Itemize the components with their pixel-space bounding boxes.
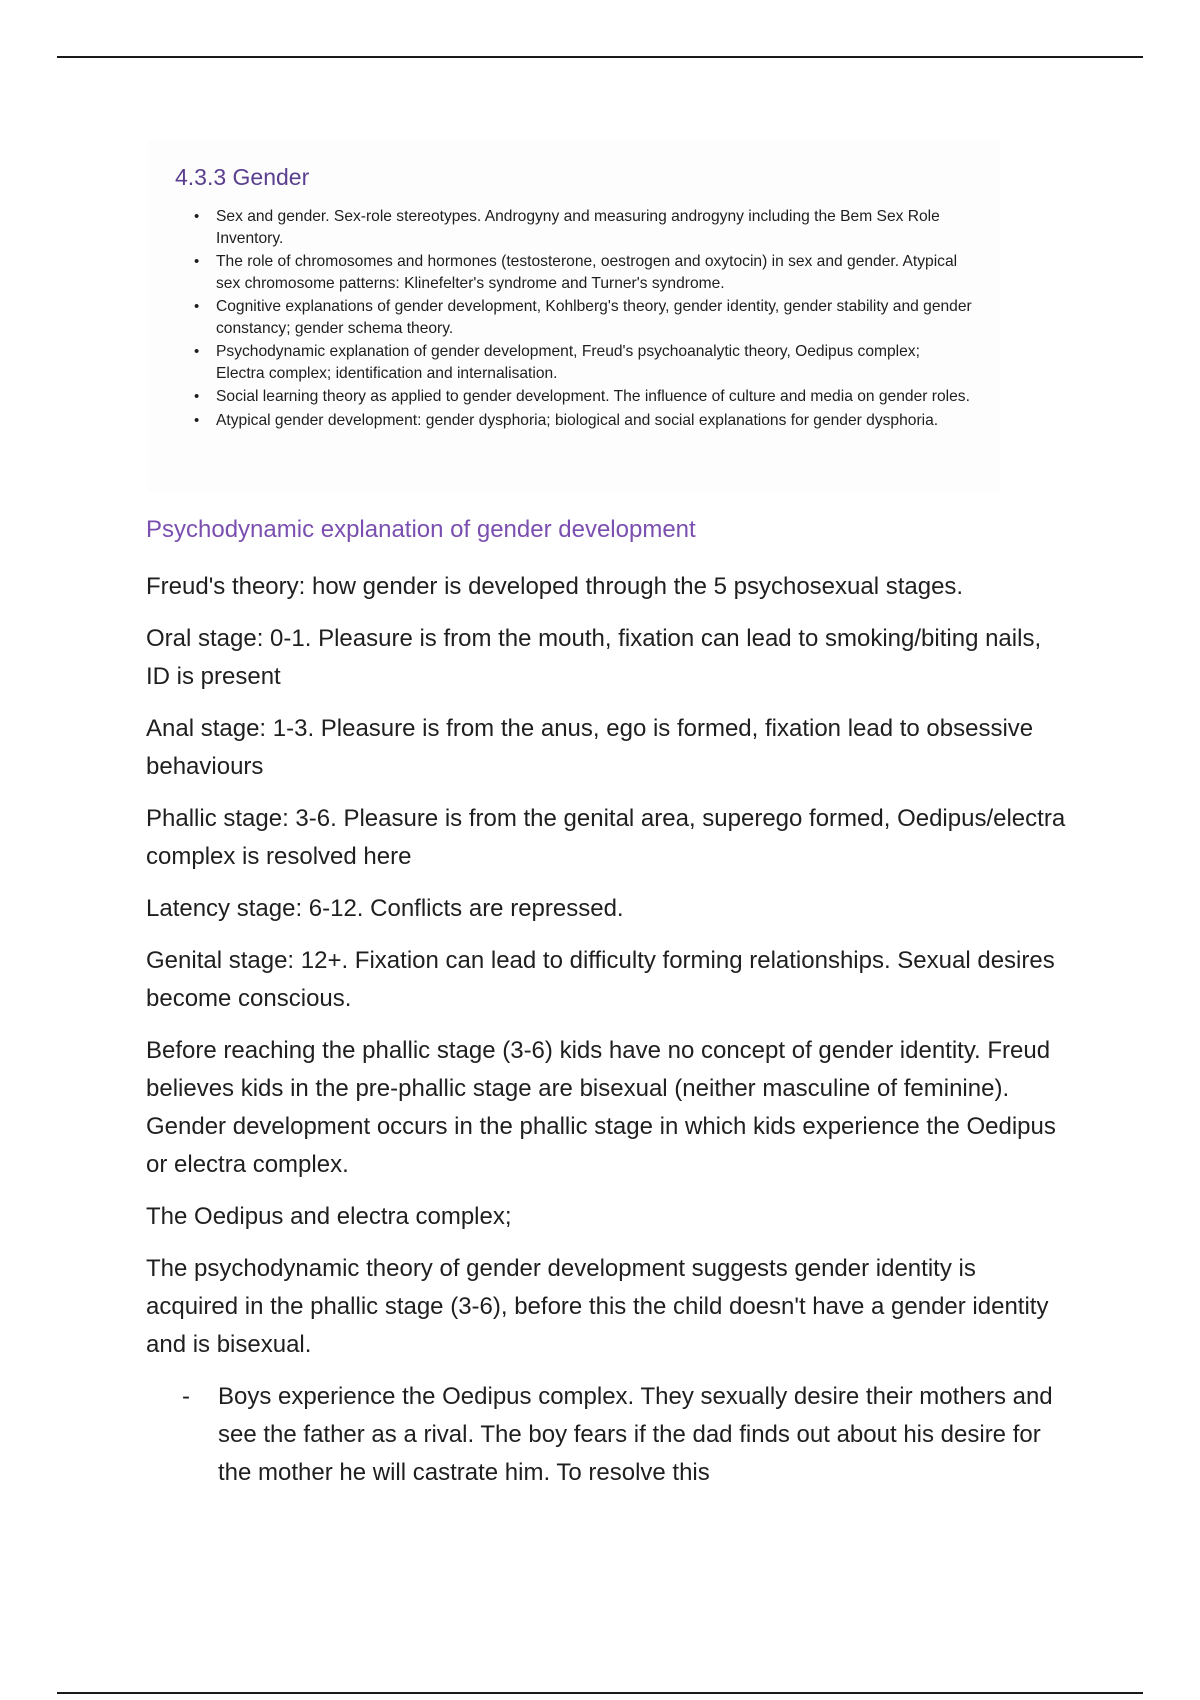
bullet-dot: • — [194, 388, 200, 405]
bullet-dot: • — [194, 343, 200, 360]
header-rule — [57, 56, 1143, 58]
spec-item: • Atypical gender development: gender dysphoria; biological and social explanations for gender dysphoria. — [192, 410, 972, 432]
section-heading: Psychodynamic explanation of gender development — [146, 516, 696, 543]
paragraph: Freud's theory: how gender is developed through the 5 psychosexual stages. — [146, 573, 964, 600]
list-item: - Boys experience the Oedipus complex. They sexually desire their mothers and see the father as a rival. The boy fears if the dad finds out about his desire for the mother he will castrate him. To resolve this — [146, 1378, 1066, 1492]
spec-title: 4.3.3 Gender — [175, 164, 310, 190]
spec-item: • Sex and gender. Sex-role stereotypes. Androgyny and measuring androgyny including the Bem Sex Role Inventory. — [194, 208, 940, 247]
paragraph: Latency stage: 6-12. Conflicts are repressed. — [146, 895, 624, 922]
paragraph: Before reaching the phallic stage (3-6) kids have no concept of gender identity. Freud believes kids in the pre-phallic stage are bisexual (neither masculine of feminine). Gender development occurs in the phallic stage in which kids experience the Oedipus or electra complex. — [146, 1037, 1056, 1178]
footer-rule — [57, 1692, 1143, 1694]
bullet-dot: • — [194, 298, 200, 315]
dash-marker: - — [182, 1383, 190, 1410]
spec-item: • The role of chromosomes and hormones (testosterone, oestrogen and oxytocin) in sex and gender. Atypical sex chromosome patterns: Klinefelter's syndrome and Turner's syndrome. — [194, 253, 958, 292]
paragraph: The Oedipus and electra complex; — [146, 1203, 512, 1230]
spec-item: • Psychodynamic explanation of gender development, Freud's psychoanalytic theory, Oedipus complex; Electra complex; identification and internalisation. — [194, 343, 920, 382]
spec-item: • Social learning theory as applied to gender development. The influence of culture and media on gender roles. — [192, 386, 972, 408]
paragraph: Genital stage: 12+. Fixation can lead to difficulty forming relationships. Sexual desires become conscious. — [146, 947, 1055, 1012]
specification-excerpt-image — [148, 140, 1000, 492]
paragraph: The psychodynamic theory of gender development suggests gender identity is acquired in the phallic stage (3-6), before this the child doesn't have a gender identity and is bisexual. — [146, 1255, 1049, 1358]
paragraph: Anal stage: 1-3. Pleasure is from the anus, ego is formed, fixation lead to obsessive behaviours — [146, 715, 1034, 780]
dash-list — [146, 1378, 1066, 1492]
bullet-dot: • — [194, 253, 200, 270]
spec-item: • Cognitive explanations of gender development, Kohlberg's theory, gender identity, gender stability and gender constancy; gender schema theory. — [194, 298, 972, 337]
bullet-dot: • — [194, 411, 200, 429]
bullet-dot: • — [194, 208, 200, 225]
spec-list — [192, 206, 972, 433]
paragraph: Oral stage: 0-1. Pleasure is from the mouth, fixation can lead to smoking/biting nails, ID is present — [146, 625, 1042, 690]
body-text — [146, 568, 1066, 1492]
paragraph: Phallic stage: 3-6. Pleasure is from the genital area, superego formed, Oedipus/electra complex is resolved here — [146, 805, 1066, 870]
